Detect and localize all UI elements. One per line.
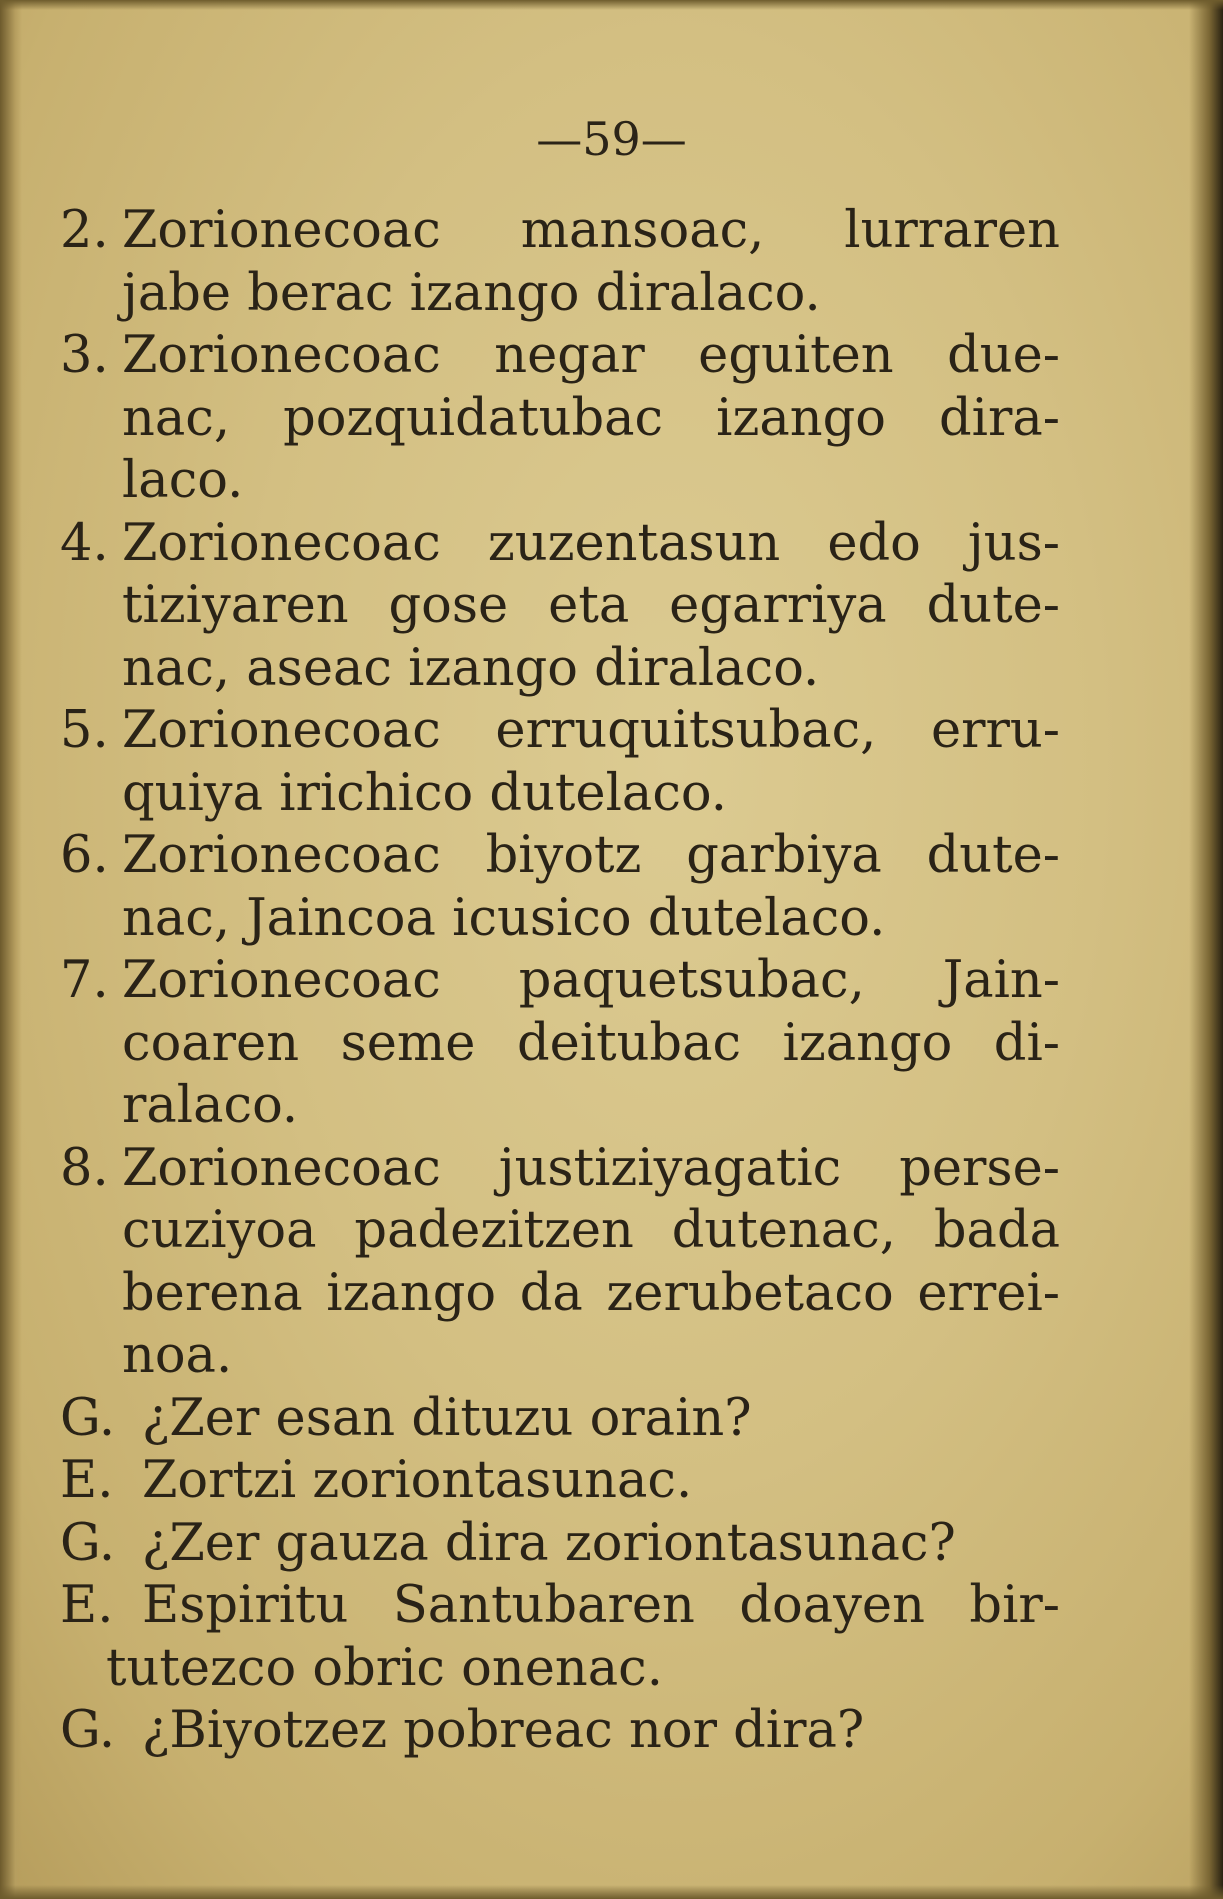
line-text: ¿Zer esan dituzu orain? (142, 1388, 752, 1448)
line-text: Zortzi zoriontasunac. (142, 1451, 693, 1510)
item-number: 5. (60, 701, 109, 760)
numbered-line (60, 513, 1060, 576)
continuation-line (60, 1075, 1060, 1138)
line-text: Zorionecoac erruquitsubac, erru- (122, 701, 1060, 760)
continuation-line (60, 638, 1060, 701)
answer-line (60, 1575, 1060, 1638)
line-text: nac, Jaincoa icusico dutelaco. (122, 888, 886, 948)
catechism-text (60, 200, 1060, 1763)
continuation-line (60, 388, 1060, 451)
page-bottom-edge (0, 1885, 1223, 1899)
continuation-line (60, 1263, 1060, 1326)
speaker-label: E. (60, 1576, 114, 1635)
line-text: Zorionecoac biyotz garbiya dute- (122, 826, 1060, 885)
line-text: berena izango da zerubetaco errei- (122, 1263, 1060, 1323)
continuation-line (60, 1325, 1060, 1388)
line-text: Zorionecoac mansoac, lurraren (122, 201, 1060, 260)
line-text: Zorionecoac negar eguiten due- (122, 326, 1060, 385)
item-number: 2. (60, 201, 109, 260)
line-text: ¿Zer gauza dira zoriontasunac? (142, 1513, 956, 1573)
continuation-line (60, 1200, 1060, 1263)
numbered-line (60, 700, 1060, 763)
item-number: 6. (60, 826, 109, 885)
continuation-line (60, 263, 1060, 326)
speaker-label: G. (60, 1513, 116, 1573)
line-text: quiya irichico dutelaco. (122, 763, 727, 823)
page-left-edge (0, 0, 22, 1899)
continuation-line (60, 888, 1060, 951)
question-line (60, 1700, 1060, 1763)
continuation-line (60, 763, 1060, 826)
line-text: tiziyaren gose eta egarriya dute- (122, 576, 1060, 635)
question-line (60, 1513, 1060, 1576)
item-number: 4. (60, 513, 109, 573)
item-number: 8. (60, 1138, 109, 1198)
line-text: noa. (122, 1326, 233, 1385)
page-top-edge (0, 0, 1223, 10)
line-text: nac, aseac izango diralaco. (122, 638, 820, 698)
item-number: 3. (60, 326, 109, 385)
continuation-line (60, 575, 1060, 638)
line-text: Zorionecoac paquetsubac, Jain- (122, 951, 1060, 1010)
item-number: 7. (60, 951, 109, 1010)
speaker-label: G. (60, 1388, 116, 1448)
numbered-line (60, 950, 1060, 1013)
numbered-line (60, 825, 1060, 888)
line-text: ralaco. (122, 1076, 299, 1135)
speaker-label: E. (60, 1451, 114, 1510)
continuation-line (60, 1013, 1060, 1076)
line-text: Espiritu Santubaren doayen bir- (142, 1576, 1060, 1635)
answer-line (60, 1450, 1060, 1513)
line-text: nac, pozquidatubac izango dira- (122, 388, 1060, 448)
question-line (60, 1388, 1060, 1451)
line-text: tutezco obric onenac. (106, 1638, 663, 1698)
line-text: laco. (122, 451, 244, 510)
line-text: ¿Biyotzez pobreac nor dira? (142, 1701, 865, 1760)
line-text: jabe berac izango diralaco. (122, 263, 821, 323)
page-right-edge (1189, 0, 1223, 1899)
continuation-line (60, 1638, 1060, 1701)
page-number: —59— (536, 112, 687, 166)
speaker-label: G. (60, 1701, 116, 1760)
numbered-line (60, 1138, 1060, 1201)
line-text: Zorionecoac justiziyagatic perse- (122, 1138, 1060, 1198)
line-text: coaren seme deitubac izango di- (122, 1013, 1060, 1073)
numbered-line (60, 325, 1060, 388)
continuation-line (60, 450, 1060, 513)
numbered-line (60, 200, 1060, 263)
line-text: cuziyoa padezitzen dutenac, bada (122, 1201, 1060, 1260)
line-text: Zorionecoac zuzentasun edo jus- (122, 513, 1060, 573)
